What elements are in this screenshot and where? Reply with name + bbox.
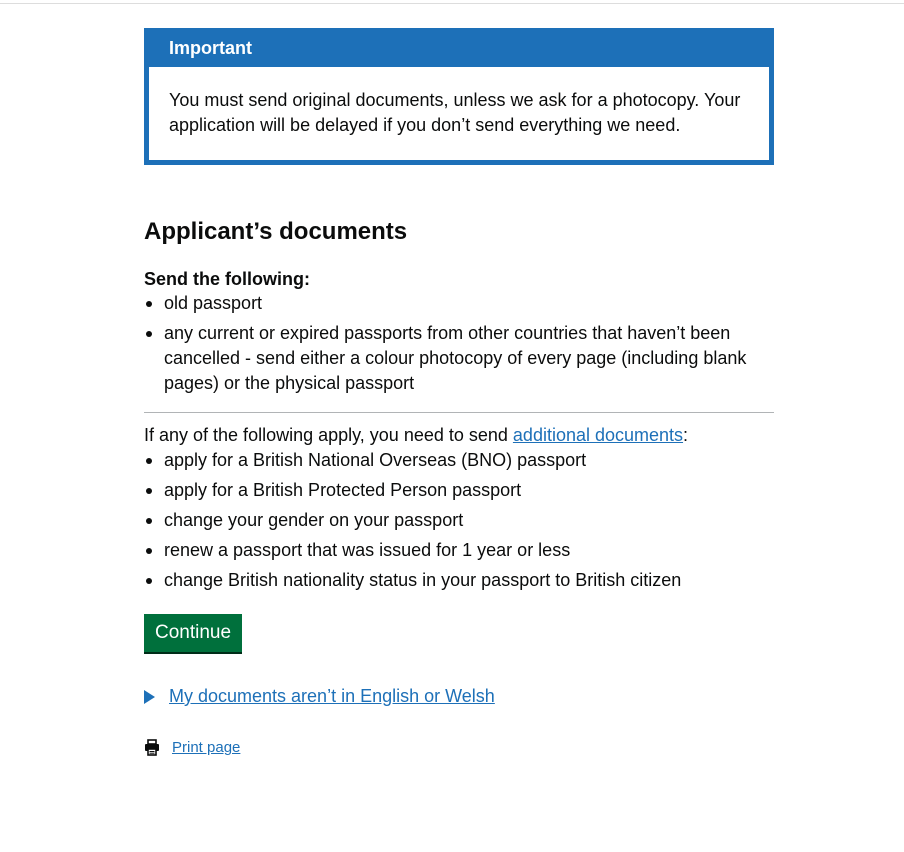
details-summary-link[interactable]: My documents aren’t in English or Welsh	[169, 686, 495, 706]
send-following-label: Send the following:	[144, 269, 310, 289]
print-page[interactable]	[144, 739, 774, 756]
conditions-list	[144, 448, 774, 593]
section-divider	[144, 412, 774, 413]
top-divider	[0, 3, 904, 4]
print-page-link[interactable]: Print page	[172, 739, 241, 756]
additional-intro-colon: :	[683, 425, 689, 445]
printer-icon	[144, 739, 160, 756]
list-item: renew a passport that was issued for 1 year or less	[164, 538, 774, 563]
list-item: apply for a British National Overseas (BNO) passport	[164, 448, 774, 473]
continue-button[interactable]: Continue	[144, 614, 242, 652]
additional-intro-text: If any of the following apply, you need to send	[144, 425, 513, 445]
main-content	[144, 28, 774, 756]
triangle-right-icon	[144, 690, 155, 704]
banner-title: Important	[149, 33, 769, 67]
important-banner	[144, 28, 774, 165]
documents-list	[144, 291, 774, 396]
list-item: change British nationality status in your passport to British citizen	[164, 568, 774, 593]
list-item: apply for a British Protected Person passport	[164, 478, 774, 503]
list-item: change your gender on your passport	[164, 508, 774, 533]
additional-intro	[144, 423, 774, 448]
list-item: old passport	[164, 291, 774, 316]
section-heading: Applicant’s documents	[144, 218, 408, 245]
list-item: any current or expired passports from other countries that haven’t been cancelled - send either a colour photocopy of every page (including blank pages) or the physical passport	[164, 321, 774, 396]
banner-body: You must send original documents, unless we ask for a photocopy. Your application will be delayed if you don’t send everything we need.	[169, 90, 741, 135]
details-toggle[interactable]	[144, 684, 774, 709]
additional-documents-link[interactable]: additional documents	[512, 425, 684, 445]
